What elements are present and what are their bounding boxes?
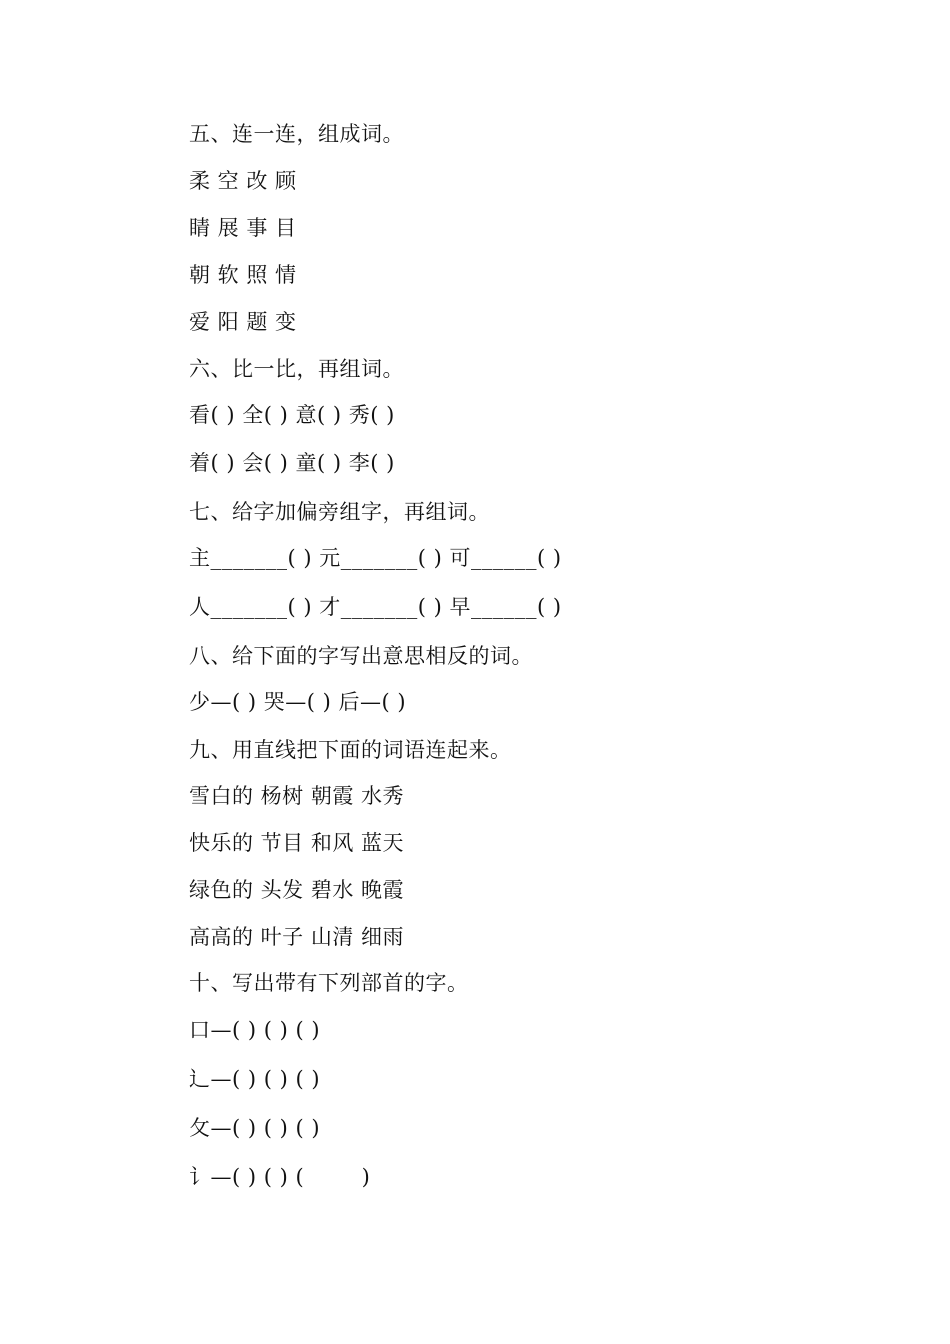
radical-char-row: 口—( ) ( ) ( )	[189, 1018, 321, 1042]
word-row: 柔 空 改 顾	[189, 169, 297, 193]
section-nine-heading: 九、用直线把下面的词语连起来。	[189, 738, 512, 762]
section-seven-heading: 七、给字加偏旁组字，再组词。	[189, 500, 490, 524]
compare-row: 着( ) 会( ) 童( ) 李( )	[189, 451, 395, 475]
radical-row: 主_______( ) 元_______( ) 可______( )	[189, 546, 562, 570]
radical-char-row: 攵—( ) ( ) ( )	[189, 1116, 321, 1140]
word-row: 睛 展 事 目	[189, 216, 297, 240]
radical-char-row: 讠—( ) ( ) ( )	[189, 1165, 371, 1189]
matching-row: 雪白的 杨树 朝霞 水秀	[189, 784, 405, 808]
compare-row: 看( ) 全( ) 意( ) 秀( )	[189, 403, 395, 427]
section-eight-heading: 八、给下面的字写出意思相反的词。	[189, 644, 533, 668]
section-five-heading: 五、连一连，组成词。	[189, 122, 404, 146]
matching-row: 高高的 叶子 山清 细雨	[189, 925, 405, 949]
matching-row: 绿色的 头发 碧水 晚霞	[189, 878, 405, 902]
word-row: 朝 软 照 情	[189, 263, 297, 287]
radical-char-row: 辶—( ) ( ) ( )	[189, 1067, 321, 1091]
radical-row: 人_______( ) 才_______( ) 早______( )	[189, 595, 562, 619]
section-six-heading: 六、比一比，再组词。	[189, 357, 404, 381]
matching-row: 快乐的 节目 和风 蓝天	[189, 831, 405, 855]
section-ten-heading: 十、写出带有下列部首的字。	[189, 971, 469, 995]
antonym-row: 少—( ) 哭—( ) 后—( )	[189, 690, 407, 714]
word-row: 爱 阳 题 变	[189, 310, 297, 334]
